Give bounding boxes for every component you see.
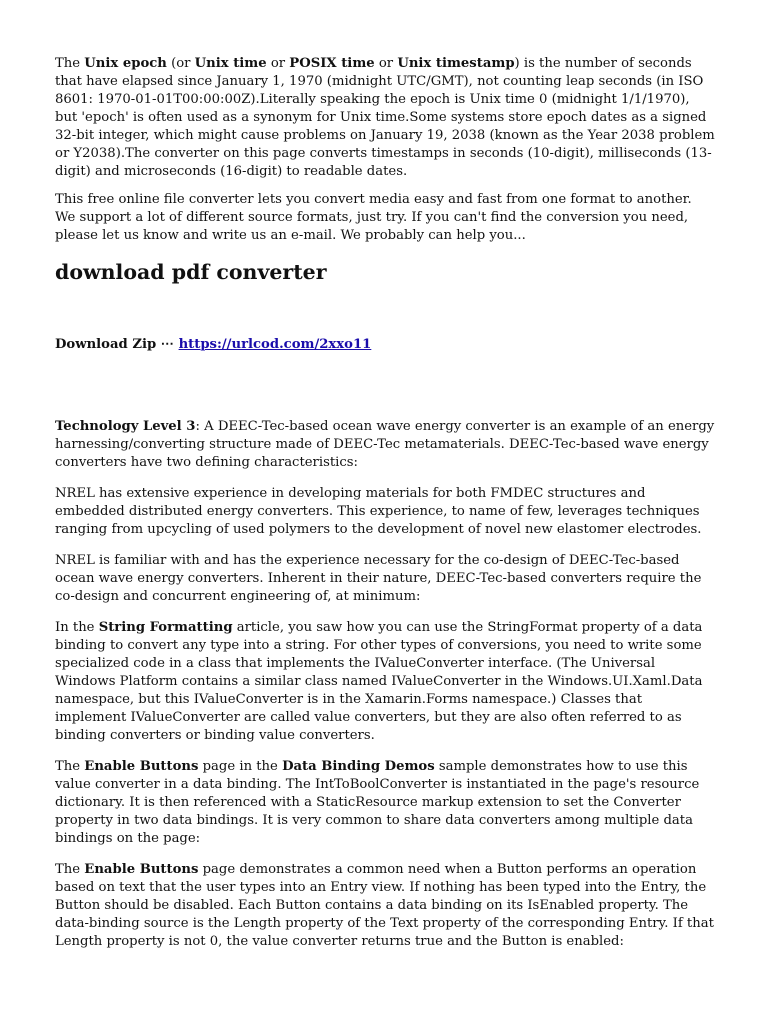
- paragraph-free-converter: This free online file converter lets you convert media easy and fast from one format to another. We support a lot of different source formats, just try. If you can't find the conversion you need, please let us know and write us an e-mail. We probably can help you...: [55, 192, 692, 243]
- bold-term-enable-buttons: Enable Buttons: [84, 862, 199, 877]
- text-run: The: [55, 759, 85, 774]
- text-run: ) is the number of seconds that have elapsed since January 1, 1970 (midnight UTC/GMT), not counting leap seconds (in ISO 8601: 1970-01-01T00:00:00Z).Literally speaking the epoch is Unix time 0 (midnight 1/1/1970), but 'epoch' is often used as a synonym for Unix time.Some systems store epoch dates as a signed 32-bit integer, which might cause problems on January 19, 2038 (known as the Year 2038 problem or Y2038).The converter on this page converts timestamps in seconds (10-digit), milliseconds (13-digit) and microseconds (16-digit) to readable dates.: [55, 56, 715, 179]
- bold-term-unix-time: Unix time: [194, 56, 267, 71]
- text-run: In the: [55, 620, 99, 635]
- bold-term-unix-epoch: Unix epoch: [84, 56, 167, 71]
- paragraph-enable-buttons-page: [55, 861, 715, 951]
- bold-term-unix-timestamp: Unix timestamp: [397, 56, 515, 71]
- page-heading: download pdf converter: [55, 260, 327, 284]
- text-run: page demonstrates a common need when a Button performs an operation based on text that the user types into an Entry view. If nothing has been typed into the Entry, the Button should be disabled. Each Button contains a data binding on its IsEnabled property. The data-binding source is the Length property of the Text property of the corresponding Entry. If that Length property is not 0, the value converter returns true and the Button is enabled:: [55, 862, 714, 949]
- download-line: [55, 336, 715, 354]
- download-label: Download Zip ⋯: [55, 337, 179, 352]
- bold-term-enable-buttons: Enable Buttons: [84, 759, 199, 774]
- text-run: or: [374, 56, 398, 71]
- paragraph-nrel-codesign: NREL is familiar with and has the experience necessary for the co-design of DEEC-Tec-based ocean wave energy converters. Inherent in their nature, DEEC-Tec-based converters require the co-design and concurrent engineering of, at minimum:: [55, 553, 702, 604]
- text-run: or: [266, 56, 290, 71]
- bold-term-data-binding-demos: Data Binding Demos: [282, 759, 435, 774]
- paragraph-string-formatting: [55, 619, 715, 745]
- text-run: article, you saw how you can use the StringFormat property of a data binding to convert any type into a string. For other types of conversions, you need to write some specialized code in a class that implements the IValueConverter interface. (The Universal Windows Platform contains a similar class named IValueConverter in the Windows.UI.Xaml.Data namespace, but this IValueConverter is in the Xamarin.Forms namespace.) Classes that implement IValueConverter are called value converters, but they are also often referred to as binding converters or binding value converters.: [55, 620, 703, 743]
- text-run: : A DEEC-Tec-based ocean wave energy converter is an example of an energy harnessing/converting structure made of DEEC-Tec metamaterials. DEEC-Tec-based wave energy converters have two defining characteristics:: [55, 419, 715, 470]
- bold-term-string-formatting: String Formatting: [98, 620, 233, 635]
- text-run: sample demonstrates how to use this value converter in a data binding. The IntToBoolConverter is instantiated in the page's resource dictionary. It is then referenced with a StaticResource markup extension to set the Converter property in two data bindings. It is very common to share data converters among multiple data bindings on the page:: [55, 759, 700, 846]
- text-run: The: [55, 862, 85, 877]
- paragraph-unix-epoch: [55, 55, 715, 181]
- text-run: The: [55, 56, 85, 71]
- paragraph-nrel-experience: NREL has extensive experience in developing materials for both FMDEC structures and embedded distributed energy converters. This experience, to name of few, leverages techniques ranging from upcycling of used polymers to the development of novel new elastomer electrodes.: [55, 486, 702, 537]
- paragraph-technology-level: [55, 418, 715, 472]
- bold-term-posix-time: POSIX time: [289, 56, 375, 71]
- bold-term-technology-level: Technology Level 3: [55, 419, 196, 434]
- text-run: (or: [166, 56, 195, 71]
- text-run: page in the: [198, 759, 283, 774]
- download-link[interactable]: https://urlcod.com/2xxo11: [178, 337, 372, 352]
- paragraph-enable-buttons-demo: [55, 758, 715, 848]
